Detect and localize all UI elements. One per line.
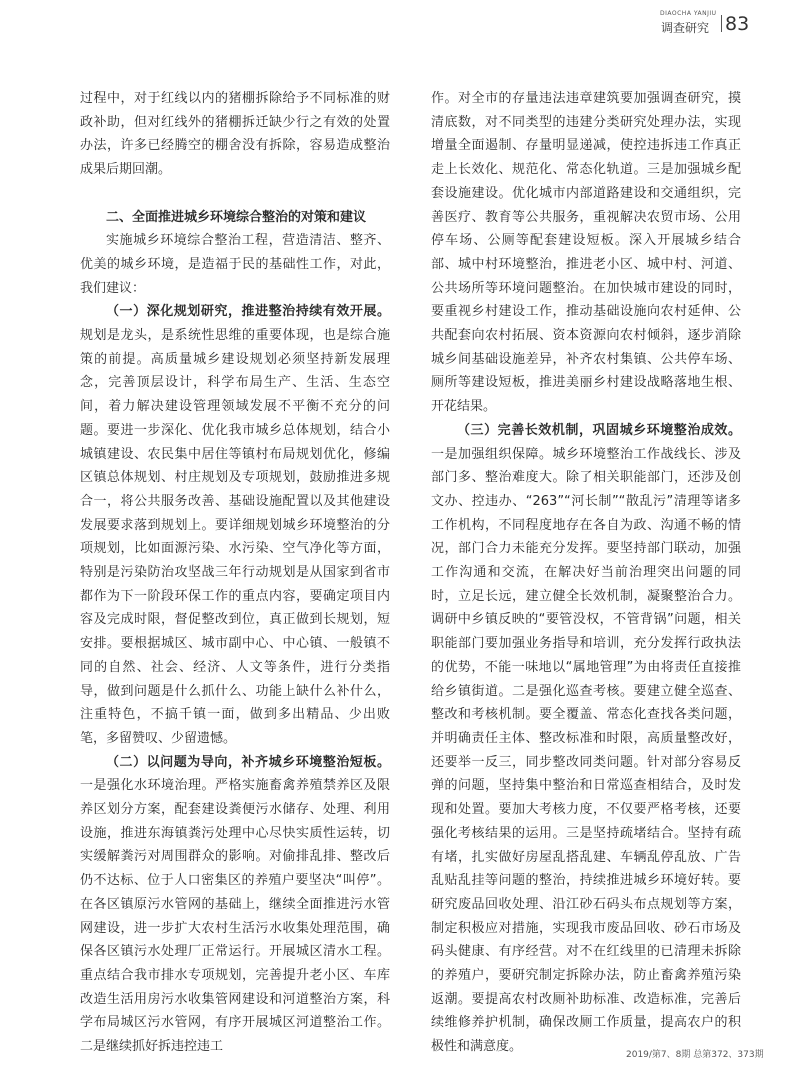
subsection-1-title: （一）深化规划研究，推进整治持续有效开展。: [106, 304, 390, 320]
subsection-1-paragraph: [80, 300, 390, 750]
issue-footer: 2019/第7、8期 总第372、373期: [626, 1050, 764, 1060]
subsection-1-text: 规划是龙头，是系统性思维的重要体现，也是综合施策的前提。高质量城乡建设规划必须坚持新发展理念，完善顶层设计，科学布局生产、生活、生态空间，着力解决建设管理领域发展不平衡不充分的问题。要进一步深化、优化我市城乡总体规划，结合小城镇建设、农民集中居住等镇村布局规划优化，修编区镇总体规划、村庄规划及专项规划，鼓励推进多规合一，将公共服务改善、基础设施配置以及其他建设发展要求落到规划上。要详细规划城乡环境整治的分项规划，比如面源污染、水污染、空气净化等方面，特别是污染防治攻坚战三年行动规划是从国家到省市都作为下一阶段环保工作的重点内容，要确定项目内容及完成时限，督促整改到位，真正做到长规划，短安排。要根据城区、城市副中心、中心镇、一般镇不同的自然、社会、经济、人文等条件，进行分类指导，做到问题是什么抓什么、功能上缺什么补什么，注重特色，不搞千镇一面，做到多出精品、少出败笔，多留赞叹、少留遗憾。: [80, 328, 390, 746]
page-header: [0, 0, 800, 40]
header-divider: [721, 15, 722, 32]
subsection-3-text: 一是加强组织保障。城乡环境整治工作战线长、涉及部门多、整治难度大。除了相关职能部门，还涉及创文办、控违办、“263”“河长制”“散乱污”清理等诸多工作机构，不同程度地存在各自为政、沟通不畅的情况，部门合力未能充分发挥。要坚持部门联动，加强工作沟通和交流，在解决好当前治理突出问题的同时，立足长远，建立健全长效机制，凝聚整治合力。调研中乡镇反映的“要管没权，不管背锅”问题，相关职能部门要加强业务指导和培训，充分发挥行政执法的优势，不能一味地以“属地管理”为由将责任直接推给乡镇街道。二是强化巡查考核。要建立健全巡查、整改和考核机制。要全覆盖、常态化查找各类问题，并明确责任主体、整改标准和时限，高质量整改好，还要举一反三，同步整改同类问题。针对部分容易反弹的问题，坚持集中整治和日常巡查相结合，及时发现和处置。要加大考核力度，不仅要严格考核，还要强化考核结果的运用。三是坚持疏堵结合。坚持有疏有堵，扎实做好房屋乱搭乱建、车辆乱停乱放、广告乱贴乱挂等问题的整治，持续推进城乡环境好转。要研究废品回收处理、沿江砂石码头布点规划等方案，制定积极应对措施，实现我市废品回收、砂石市场及码头健康、有序经营。对不在红线里的已清理未拆除的养殖户，要研究制定拆除办法，防止畜禽养殖污染返潮。要提高农村改厕补助标准、改造标准，完善后续维修养护机制，确保改厕工作质量，提高农户的积极性和满意度。: [431, 446, 741, 1055]
subsection-2-text: 一是强化水环境治理。严格实施畜禽养殖禁养区及限养区划分方案，配套建设粪便污水储存、处理、利用设施，推进东海镇粪污处理中心尽快实质性运转，切实缓解粪污对周围群众的影响。对偷排乱排、整改后仍不达标、位于人口密集区的养殖户要坚决“叫停”。在各区镇原污水管网的基础上，继续全面推进污水管网建设，进一步扩大农村生活污水收集处理范围，确保各区镇污水处理厂正常运行。开展城区清水工程。重点结合我市排水专项规划，完善提升老小区、车库改造生活用房污水收集管网建设和河道整治方案，科学布局城区污水管网，有序开展城区河道整治工作。二是继续抓好拆违控违工: [80, 778, 390, 1055]
subsection-2-paragraph: [80, 751, 390, 1059]
left-column: [80, 87, 390, 1059]
right-column: [431, 87, 741, 1059]
section-heading: 二、全面推进城乡环境综合整治的对策和建议: [106, 209, 367, 225]
subsection-3-paragraph: [431, 419, 741, 1059]
subsection-2-title: （二）以问题为导向，补齐城乡环境整治短板。: [106, 754, 390, 770]
continued-paragraph: 过程中，对于红线以内的猪棚拆除给予不同标准的财政补助，但对红线外的猪棚拆迁缺少行之有效的处置办法，许多已经腾空的棚舍没有拆除，容易造成整治成果后期回潮。: [80, 91, 390, 178]
subsection-3-title: （三）完善长效机制，巩固城乡环境整治成效。: [457, 422, 741, 438]
subsection-2-continued: 作。对全市的存量违法违章建筑要加强调查研究，摸清底数，对不同类型的违建分类研究处理办法，实现增量全面遏制、存量明显递减，使控违拆违工作真正走上长效化、规范化、常态化轨道。三是加强城乡配套设施建设。优化城市内部道路建设和交通组织，完善医疗、教育等公共服务，重视解决农贸市场、公用停车场、公厕等配套建设短板。深入开展城乡结合部、城中村环境整治，推进老小区、城中村、河道、公共场所等环境问题整治。在加快城市建设的同时，要重视乡村建设工作，推动基础设施向农村延伸、公共配套向农村拓展、资本资源向农村倾斜，逐步消除城乡间基础设施差异，补齐农村集镇、公共停车场、厕所等建设短板，推进美丽乡村建设战略落地生根、开花结果。: [431, 91, 741, 415]
header-pinyin: DIAOCHA YANJIU: [660, 10, 717, 17]
page-number: 83: [725, 13, 750, 35]
header-section-title: 调查研究: [661, 21, 710, 35]
intro-paragraph: 实施城乡环境综合整治工程，营造清洁、整齐、优美的城乡环境，是造福于民的基础性工作，对此，我们建议：: [80, 233, 390, 296]
